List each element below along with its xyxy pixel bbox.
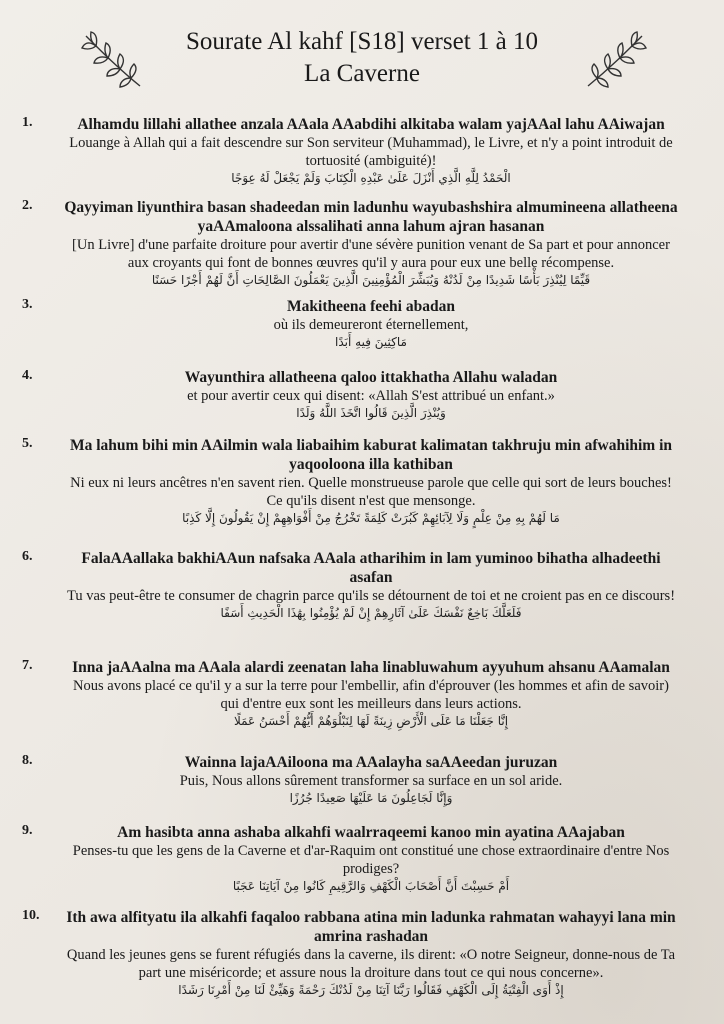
verse-number: 8.: [22, 753, 33, 768]
verse-arabic: إِذْ أَوَى الْفِتْيَةُ إِلَى الْكَهْفِ فَقَالُوا رَبَّنَا آتِنَا مِنْ لَدُنْكَ رَحْمَةً وَهَيِّئْ لَنَا مِنْ أَمْرِنَا رَشَدًا: [178, 983, 564, 997]
verse-french: Tu vas peut-être te consumer de chagrin parce qu'ils se détournent de toi et ne croient pas en ce discours!: [66, 588, 676, 604]
verse-transliteration: Qayyiman liyunthira basan shadeedan min ladunhu wayubashshira almumineena allatheena yaAAmaloona alssalihati anna lahum ajran hasanan: [64, 199, 678, 235]
verse-transliteration: Wayunthira allatheena qaloo ittakhatha Allahu waladan: [184, 369, 558, 386]
verse-2: [0, 198, 724, 289]
verse-arabic: قَيِّمًا لِيُنْذِرَ بَأْسًا شَدِيدًا مِنْ لَدُنْهُ وَيُبَشِّرَ الْمُؤْمِنِينَ الَّذِينَ يَعْمَلُونَ الصَّالِحَاتِ أَنَّ لَهُمْ أَجْرًا حَسَنًا: [151, 273, 591, 287]
verse-number: 3.: [22, 297, 33, 312]
verse-5: [0, 436, 724, 527]
verse-number: 9.: [22, 823, 33, 838]
verse-french: Quand les jeunes gens se furent réfugiés dans la caverne, ils dirent: «O notre Seigneur, donne-nous de Ta part une miséricorde; et assure nous la droiture dans tout ce qui nous concerne».: [66, 947, 676, 981]
verse-3: [0, 297, 724, 351]
verse-9: [0, 823, 724, 895]
verse-arabic: مَاكِثِينَ فِيهِ أَبَدًا: [335, 335, 407, 349]
verse-number: 10.: [22, 908, 40, 923]
verse-french: et pour avertir ceux qui disent: «Allah S'est attribué un enfant.»: [187, 388, 555, 404]
verse-french: Penses-tu que les gens de la Caverne et d'ar-Raquim ont constitué une chose extraordinaire d'entre Nos prodiges?: [72, 843, 670, 877]
verse-arabic: مَا لَهُمْ بِهِ مِنْ عِلْمٍ وَلَا لِآبَائِهِمْ كَبُرَتْ كَلِمَةً تَخْرُجُ مِنْ أَفْوَاهِهِمْ إِنْ يَقُولُونَ إِلَّا كَذِبًا: [182, 511, 560, 525]
verse-arabic: وَإِنَّا لَجَاعِلُونَ مَا عَلَيْهَا صَعِيدًا جُرُزًا: [289, 791, 453, 805]
verse-arabic: وَيُنْذِرَ الَّذِينَ قَالُوا اتَّخَذَ اللَّهُ وَلَدًا: [296, 406, 446, 420]
verse-7: [0, 658, 724, 730]
verse-number: 4.: [22, 368, 33, 383]
verse-4: [0, 368, 724, 422]
verse-arabic: أَمْ حَسِبْتَ أَنَّ أَصْحَابَ الْكَهْفِ وَالرَّقِيمِ كَانُوا مِنْ آيَاتِنَا عَجَبًا: [232, 879, 510, 893]
page-subtitle: La Caverne: [304, 60, 420, 87]
verse-transliteration: Ma lahum bihi min AAilmin wala liabaihim kaburat kalimatan takhruju min afwahihim in yaqooloona illa kathiban: [69, 437, 673, 473]
verse-french: Nous avons placé ce qu'il y a sur la terre pour l'embellir, afin d'éprouver (les hommes et afin de savoir) qui d'entre eux sont les meilleurs dans leurs actions.: [73, 678, 669, 712]
verse-number: 1.: [22, 115, 33, 130]
verse-8: [0, 753, 724, 807]
verse-arabic: إِنَّا جَعَلْنَا مَا عَلَى الْأَرْضِ زِينَةً لَهَا لِنَبْلُوَهُمْ أَيُّهُمْ أَحْسَنُ عَمَلًا: [233, 714, 509, 728]
verse-number: 7.: [22, 658, 33, 673]
verse-number: 2.: [22, 198, 33, 213]
verse-french: Louange à Allah qui a fait descendre sur Son serviteur (Muhammad), le Livre, et n'y a point introduit de tortuosité (ambiguité)!: [69, 135, 673, 169]
verse-number: 6.: [22, 549, 33, 564]
verse-transliteration: Alhamdu lillahi allathee anzala AAala AAabdihi alkitaba walam yajAAal lahu AAiwajan: [77, 116, 665, 133]
verse-french: Ni eux ni leurs ancêtres n'en savent rien. Quelle monstrueuse parole que celle qui sort de leurs bouches! Ce qu'ils disent n'est que mensonge.: [70, 475, 672, 509]
verse-transliteration: Wainna lajaAAiloona ma AAalayha saAAeedan juruzan: [184, 754, 558, 771]
verse-transliteration: Am hasibta anna ashaba alkahfi waalrraqeemi kanoo min ayatina AAajaban: [117, 824, 625, 841]
verse-number: 5.: [22, 436, 33, 451]
verse-6: [0, 549, 724, 622]
verse-1: [0, 115, 724, 187]
verse-transliteration: FalaAAallaka bakhiAAun nafsaka AAala atharihim in lam yuminoo bihatha alhadeethi asafan: [81, 550, 661, 586]
page-header: [0, 26, 724, 90]
verse-french: [Un Livre] d'une parfaite droiture pour avertir d'une sévère punition venant de Sa part et pour annoncer aux croyants qui font de bonnes œuvres qu'il y aura pour eux une belle récompense.: [72, 237, 670, 271]
page-title: Sourate Al kahf [S18] verset 1 à 10: [185, 28, 538, 55]
verse-french: Puis, Nous allons sûrement transformer sa surface en un sol aride.: [179, 773, 563, 789]
verse-french: où ils demeureront éternellement,: [273, 317, 469, 333]
verse-arabic: فَلَعَلَّكَ بَاخِعٌ نَفْسَكَ عَلَىٰ آثَارِهِمْ إِنْ لَمْ يُؤْمِنُوا بِهَٰذَا الْحَدِيثِ أَسَفًا: [220, 606, 522, 620]
verse-transliteration: Ith awa alfityatu ila alkahfi faqaloo rabbana atina min ladunka rahmatan wahayyi lana min amrina rashadan: [66, 909, 676, 945]
verse-transliteration: Makitheena feehi abadan: [287, 298, 455, 315]
verse-arabic: الْحَمْدُ لِلَّهِ الَّذِي أَنْزَلَ عَلَىٰ عَبْدِهِ الْكِتَابَ وَلَمْ يَجْعَلْ لَهُ عِوَجًا: [231, 171, 511, 185]
verse-transliteration: Inna jaAAalna ma AAala alardi zeenatan laha linabluwahum ayyuhum ahsanu AAamalan: [72, 659, 670, 676]
verse-10: [0, 908, 724, 999]
